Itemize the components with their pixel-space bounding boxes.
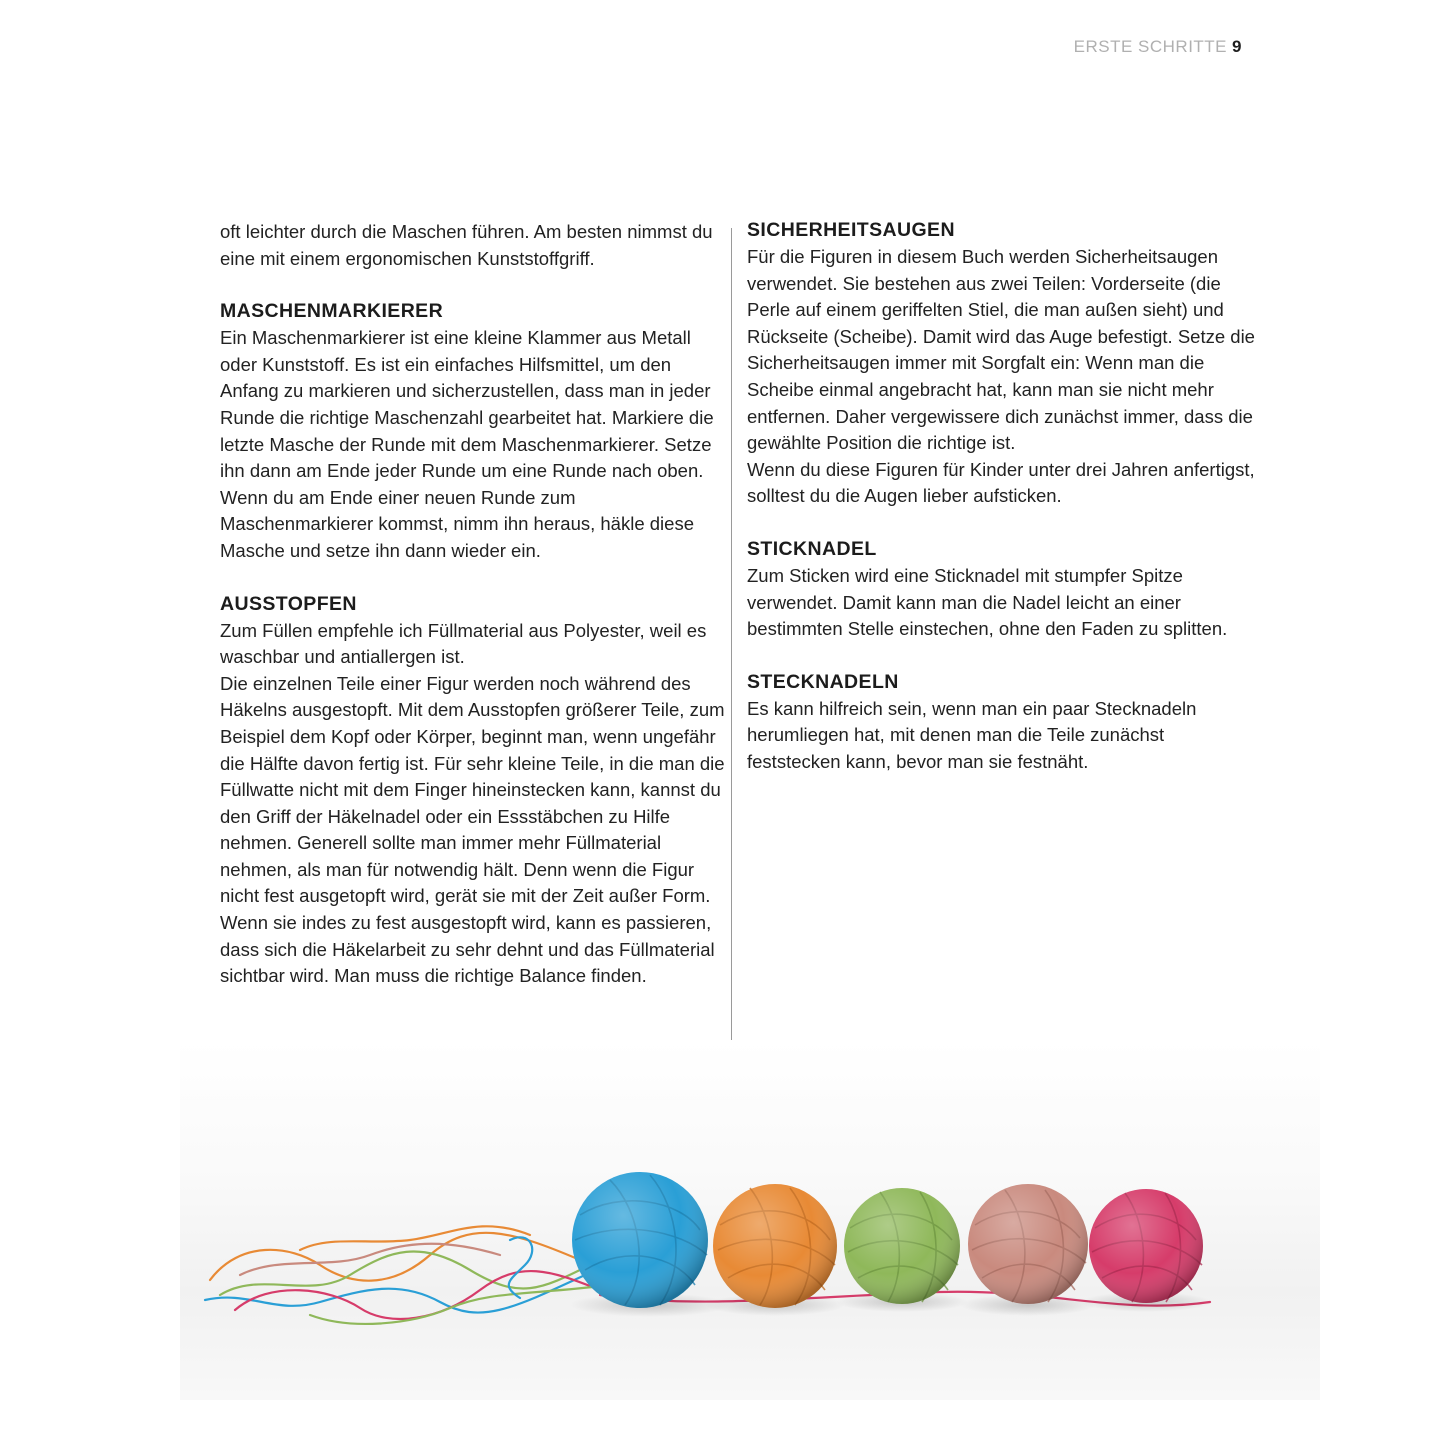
paragraph-sticknadel: Zum Sticken wird eine Sticknadel mit stumpfer Spitze verwendet. Damit kann man die Nadel leicht an einer bestimmten Stelle einstechen, ohne den Faden zu splitten. bbox=[747, 564, 1228, 640]
paragraph-maschenmarkierer: Ein Maschenmarkierer ist eine kleine Klammer aus Metall oder Kunststoff. Es ist ein einfaches Hilfsmittel, um den Anfang zu markieren und sicherzustellen, dass man in jeder Runde die richtige Maschenzahl gearbeitet hat. Markiere die letzte Masche der Runde mit dem Maschenmarkierer. Setze ihn dann am Ende jeder Runde um eine Runde nach oben. Wenn du am Ende einer neuen Runde zum Maschenmarkierer kommst, nimm ihn heraus, häkle diese Masche und setze ihn dann wieder ein. bbox=[220, 327, 714, 561]
yarn-ball-rose bbox=[968, 1184, 1088, 1304]
yarn-ball-green bbox=[844, 1188, 960, 1304]
yarn-balls-illustration bbox=[180, 1040, 1320, 1400]
intro-paragraph: oft leichter durch die Maschen führen. Am besten nimmst du eine mit einem ergonomischen Kunststoffgriff. bbox=[220, 221, 713, 269]
paragraph-sicherheitsaugen-2: Wenn du diese Figuren für Kinder unter drei Jahren anfertigst, solltest du die Augen lieber aufsticken. bbox=[747, 458, 1255, 507]
paragraph-sicherheitsaugen-1: Für die Figuren in diesem Buch werden Sicherheitsaugen verwendet. Sie bestehen aus zwei Teilen: Vorderseite (die Perle auf einem geriffelten Stiel, die man außen sieht) und Rückseite (Scheibe). Damit wird das Auge befestigt. Setze die Sicherheitsaugen immer mit Sorgfalt ein: Wenn man die Scheibe einmal angebracht hat, kann man sie nicht mehr entfernen. Daher vergewissere dich zunächst immer, dass die gewählte Position die richtige ist. bbox=[747, 246, 1255, 454]
column-divider bbox=[731, 228, 732, 1094]
heading-sicherheitsaugen: SICHERHEITSAUGEN bbox=[747, 219, 955, 241]
section-stecknadeln bbox=[747, 669, 1257, 776]
yarn-ball-blue bbox=[572, 1172, 708, 1308]
paragraph-stecknadeln: Es kann hilfreich sein, wenn man ein paar Stecknadeln herumliegen hat, mit denen man die Teile zunächst feststecken kann, bevor man sie festnäht. bbox=[747, 697, 1197, 772]
yarn-ball-orange bbox=[713, 1184, 837, 1308]
heading-ausstopfen: AUSSTOPFEN bbox=[220, 592, 357, 615]
heading-maschenmarkierer: MASCHENMARKIERER bbox=[220, 300, 444, 323]
intro-section bbox=[220, 219, 730, 272]
right-column bbox=[747, 217, 1257, 802]
section-sicherheitsaugen bbox=[747, 217, 1257, 510]
heading-sticknadel: STICKNADEL bbox=[747, 537, 877, 560]
page-number: 9 bbox=[1232, 37, 1242, 56]
yarn-balls-photo bbox=[180, 1040, 1320, 1400]
running-head bbox=[1074, 37, 1242, 57]
section-ausstopfen bbox=[220, 591, 730, 990]
section-title: ERSTE SCHRITTE bbox=[1073, 37, 1228, 56]
left-column bbox=[220, 217, 730, 1016]
paragraph-ausstopfen-1: Zum Füllen empfehle ich Füllmaterial aus Polyester, weil es waschbar und antiallergen ist. bbox=[220, 619, 707, 668]
yarn-ball-pink bbox=[1089, 1189, 1203, 1303]
section-maschenmarkierer bbox=[220, 298, 730, 564]
paragraph-ausstopfen-2: Die einzelnen Teile einer Figur werden noch während des Häkelns ausgestopft. Mit dem Ausstopfen größerer Teile, zum Beispiel dem Kopf oder Körper, beginnt man, wenn ungefähr die Hälfte davon fertig ist. Für sehr kleine Teile, in die man die Füllwatte nicht mit dem Finger hineinstecken kann, kannst du den Griff der Häkelnadel oder ein Essstäbchen zu Hilfe nehmen. Generell sollte man immer mehr Füllmaterial nehmen, als man für notwendig hält. Denn wenn die Figur nicht fest ausgetopft wird, gerät sie mit der Zeit außer Form. Wenn sie indes zu fest ausgestopft wird, kann es passieren, dass sich die Häkelarbeit zu sehr dehnt und das Füllmaterial sichtbar wird. Man muss die richtige Balance finden. bbox=[220, 672, 725, 987]
heading-stecknadeln: STECKNADELN bbox=[747, 670, 899, 693]
section-sticknadel bbox=[747, 536, 1257, 643]
